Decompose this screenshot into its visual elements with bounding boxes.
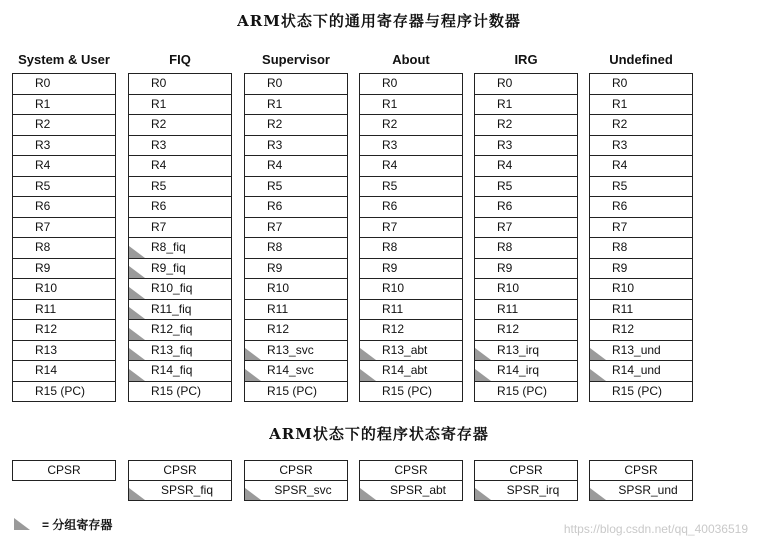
- status-register-label: SPSR_svc: [274, 483, 332, 497]
- register-label: R1: [382, 96, 398, 111]
- register-cell: [475, 382, 577, 402]
- register-label: R5: [612, 178, 628, 193]
- spsr-cell: [475, 480, 577, 500]
- register-table: [244, 73, 348, 402]
- register-label: R13_svc: [267, 342, 314, 357]
- register-cell: [475, 197, 577, 218]
- register-label: R8: [35, 240, 51, 254]
- register-cell: [245, 382, 347, 402]
- register-label: R10: [612, 281, 635, 295]
- register-label: R9: [35, 260, 51, 275]
- register-cell: [590, 95, 692, 116]
- register-table: [359, 73, 463, 402]
- status-registers-title: ARM状态下的程序状态寄存器: [269, 425, 489, 443]
- register-cell: [360, 115, 462, 136]
- register-cell: [13, 177, 115, 198]
- register-label: R3: [151, 137, 167, 152]
- mode-column: [359, 50, 463, 402]
- banked-triangle-icon: [245, 369, 261, 381]
- register-label: R10_fiq: [151, 281, 193, 295]
- register-label: R12: [497, 322, 520, 336]
- register-cell: [590, 300, 692, 321]
- general-registers-title: ARM状态下的通用寄存器与程序计数器: [237, 12, 521, 30]
- register-cell: [245, 74, 347, 95]
- banked-triangle-icon: [129, 266, 145, 278]
- register-table: [128, 73, 232, 402]
- register-label: R13: [35, 342, 58, 357]
- register-label: R1: [267, 96, 283, 111]
- register-label: R2: [151, 117, 167, 131]
- mode-column: [128, 50, 232, 402]
- register-cell: [360, 238, 462, 259]
- register-label: R0: [151, 76, 167, 90]
- register-cell: [13, 197, 115, 218]
- banked-triangle-icon: [129, 246, 145, 258]
- register-label: R4: [612, 158, 628, 172]
- banked-triangle-icon: [245, 488, 261, 500]
- register-cell: [13, 74, 115, 95]
- register-label: R14_und: [612, 363, 661, 377]
- status-register-label: SPSR_und: [618, 483, 678, 497]
- status-register-group: [12, 460, 116, 481]
- register-cell: [13, 259, 115, 280]
- mode-header: System & User: [18, 52, 110, 67]
- register-label: R0: [382, 76, 398, 90]
- register-label: R8_fiq: [151, 240, 186, 254]
- status-register-label: SPSR_irq: [506, 483, 560, 497]
- mode-column: [244, 50, 348, 402]
- register-label: R6: [382, 199, 398, 213]
- mode-header: About: [392, 52, 430, 67]
- status-register-box: [474, 460, 578, 501]
- mode-header: Supervisor: [262, 52, 330, 67]
- register-table: [474, 73, 578, 402]
- register-cell: [590, 320, 692, 341]
- register-label: R1: [35, 96, 51, 111]
- register-cell: [245, 156, 347, 177]
- spsr-cell: [590, 480, 692, 500]
- register-label: R10: [382, 281, 405, 295]
- register-cell: [360, 177, 462, 198]
- register-cell: [129, 156, 231, 177]
- spsr-cell: [245, 480, 347, 500]
- register-cell: [360, 74, 462, 95]
- register-cell: [129, 382, 231, 402]
- banked-triangle-icon: [590, 488, 606, 500]
- register-label: R13_irq: [497, 342, 540, 357]
- register-cell: [360, 300, 462, 321]
- register-label: R14: [35, 363, 58, 377]
- register-cell: [590, 74, 692, 95]
- register-cell: [360, 361, 462, 382]
- watermark: https://blog.csdn.net/qq_40036519: [563, 522, 748, 536]
- register-label: R15 (PC): [151, 383, 202, 398]
- banked-triangle-icon: [360, 488, 376, 500]
- register-cell: [129, 341, 231, 362]
- register-cell: [245, 218, 347, 239]
- banked-triangle-icon: [129, 369, 145, 381]
- status-register-group: [589, 460, 693, 501]
- register-label: R5: [497, 178, 513, 193]
- register-cell: [13, 115, 115, 136]
- register-label: R13_abt: [382, 342, 428, 357]
- register-label: R13_und: [612, 342, 661, 357]
- register-label: R2: [612, 117, 628, 131]
- register-label: R11_fiq: [151, 301, 192, 316]
- register-label: R3: [497, 137, 513, 152]
- register-label: R3: [35, 137, 51, 152]
- register-label: R13_fiq: [151, 342, 193, 357]
- register-cell: [245, 115, 347, 136]
- banked-triangle-icon: [129, 287, 145, 299]
- register-cell: [360, 156, 462, 177]
- register-cell: [13, 341, 115, 362]
- register-label: R8: [612, 240, 628, 254]
- register-cell: [13, 95, 115, 116]
- register-label: R9: [267, 260, 283, 275]
- register-cell: [129, 361, 231, 382]
- register-label: R8: [267, 240, 283, 254]
- register-cell: [360, 136, 462, 157]
- register-cell: [360, 259, 462, 280]
- banked-triangle-icon: [129, 348, 145, 360]
- register-label: R3: [612, 137, 628, 152]
- register-label: R8: [382, 240, 398, 254]
- cpsr-cell: [13, 461, 115, 480]
- register-cell: [245, 238, 347, 259]
- banked-triangle-icon: [590, 348, 606, 360]
- spsr-cell: [129, 480, 231, 500]
- register-cell: [129, 136, 231, 157]
- register-cell: [360, 320, 462, 341]
- register-cell: [245, 361, 347, 382]
- register-cell: [129, 259, 231, 280]
- register-cell: [245, 136, 347, 157]
- banked-triangle-icon: [129, 307, 145, 319]
- register-cell: [590, 115, 692, 136]
- register-cell: [129, 300, 231, 321]
- status-register-box: [589, 460, 693, 501]
- register-cell: [360, 279, 462, 300]
- register-cell: [475, 74, 577, 95]
- register-label: R14_abt: [382, 363, 428, 377]
- register-cell: [129, 197, 231, 218]
- register-label: R7: [497, 219, 513, 234]
- register-label: R2: [497, 117, 513, 131]
- register-label: R8: [497, 240, 513, 254]
- register-cell: [590, 238, 692, 259]
- register-cell: [129, 238, 231, 259]
- register-label: R4: [35, 158, 51, 172]
- register-cell: [475, 341, 577, 362]
- banked-triangle-icon: [475, 348, 491, 360]
- register-label: R15 (PC): [497, 383, 548, 398]
- register-label: R1: [151, 96, 167, 111]
- register-label: R11: [382, 301, 404, 316]
- status-register-label: CPSR: [624, 463, 658, 477]
- register-cell: [13, 156, 115, 177]
- register-label: R1: [497, 96, 513, 111]
- status-register-box: [128, 460, 232, 501]
- register-cell: [590, 218, 692, 239]
- register-cell: [475, 95, 577, 116]
- register-cell: [360, 197, 462, 218]
- register-cell: [245, 177, 347, 198]
- banked-triangle-icon: [590, 369, 606, 381]
- register-label: R7: [35, 219, 51, 234]
- register-label: R11: [497, 301, 519, 316]
- cpsr-cell: [475, 461, 577, 480]
- register-label: R3: [267, 137, 283, 152]
- register-label: R7: [151, 219, 167, 234]
- register-cell: [590, 156, 692, 177]
- register-cell: [245, 341, 347, 362]
- banked-triangle-icon: [360, 369, 376, 381]
- register-label: R0: [267, 76, 283, 90]
- register-cell: [360, 341, 462, 362]
- register-cell: [245, 279, 347, 300]
- status-register-box: [244, 460, 348, 501]
- mode-column: [589, 50, 693, 402]
- register-label: R9: [382, 260, 398, 275]
- register-cell: [590, 279, 692, 300]
- register-cell: [360, 218, 462, 239]
- register-label: R12: [267, 322, 290, 336]
- register-label: R9: [497, 260, 513, 275]
- register-label: R4: [151, 158, 167, 172]
- register-label: R1: [612, 96, 628, 111]
- register-label: R4: [267, 158, 283, 172]
- status-register-group: [474, 460, 578, 501]
- register-label: R6: [612, 199, 628, 213]
- banked-triangle-icon: [245, 348, 261, 360]
- status-register-box: [12, 460, 116, 481]
- status-register-label: SPSR_fiq: [160, 483, 214, 497]
- register-label: R0: [497, 76, 513, 90]
- status-register-group: [244, 460, 348, 501]
- register-label: R5: [35, 178, 51, 193]
- register-cell: [245, 300, 347, 321]
- register-label: R14_svc: [267, 363, 314, 377]
- banked-triangle-icon: [475, 369, 491, 381]
- register-label: R11: [267, 301, 289, 316]
- banked-triangle-icon: [475, 488, 491, 500]
- cpsr-cell: [245, 461, 347, 480]
- register-cell: [129, 95, 231, 116]
- register-cell: [129, 320, 231, 341]
- register-label: R11: [612, 301, 634, 316]
- register-cell: [475, 279, 577, 300]
- register-cell: [13, 136, 115, 157]
- register-cell: [13, 238, 115, 259]
- register-cell: [475, 300, 577, 321]
- register-label: R6: [497, 199, 513, 213]
- register-label: R11: [35, 301, 57, 316]
- register-label: R2: [382, 117, 398, 131]
- register-cell: [475, 177, 577, 198]
- register-cell: [475, 136, 577, 157]
- register-cell: [129, 74, 231, 95]
- register-label: R12: [382, 322, 405, 336]
- register-label: R2: [267, 117, 283, 131]
- register-cell: [129, 177, 231, 198]
- register-label: R12_fiq: [151, 322, 193, 336]
- register-label: R3: [382, 137, 398, 152]
- banked-triangle-icon: [360, 348, 376, 360]
- status-register-label: SPSR_abt: [389, 483, 447, 497]
- mode-column: [12, 50, 116, 402]
- register-label: R5: [151, 178, 167, 193]
- mode-header: Undefined: [609, 52, 673, 67]
- register-label: R0: [612, 76, 628, 90]
- mode-column: [474, 50, 578, 402]
- register-label: R5: [267, 178, 283, 193]
- register-label: R10: [497, 281, 520, 295]
- status-register-label: CPSR: [47, 463, 81, 477]
- mode-header: IRG: [514, 52, 538, 67]
- register-cell: [475, 115, 577, 136]
- register-label: R9_fiq: [151, 260, 186, 275]
- register-cell: [475, 361, 577, 382]
- register-cell: [475, 156, 577, 177]
- register-label: R9: [612, 260, 628, 275]
- mode-header: FIQ: [169, 52, 191, 67]
- register-label: R6: [267, 199, 283, 213]
- register-cell: [360, 382, 462, 402]
- register-label: R7: [267, 219, 283, 234]
- register-cell: [13, 279, 115, 300]
- register-cell: [129, 115, 231, 136]
- register-cell: [590, 382, 692, 402]
- register-cell: [13, 361, 115, 382]
- register-label: R5: [382, 178, 398, 193]
- banked-triangle-icon: [129, 488, 145, 500]
- status-register-label: CPSR: [163, 463, 197, 477]
- register-cell: [590, 136, 692, 157]
- register-label: R10: [35, 281, 58, 295]
- register-label: R6: [151, 199, 167, 213]
- register-label: R12: [612, 322, 635, 336]
- register-label: R10: [267, 281, 290, 295]
- register-label: R0: [35, 76, 51, 90]
- register-cell: [475, 218, 577, 239]
- register-label: R15 (PC): [267, 383, 318, 398]
- status-register-label: CPSR: [509, 463, 543, 477]
- register-table: [589, 73, 693, 402]
- register-cell: [245, 197, 347, 218]
- register-label: R7: [612, 219, 628, 234]
- legend-text: = 分组寄存器: [42, 518, 113, 532]
- register-cell: [129, 218, 231, 239]
- register-cell: [590, 361, 692, 382]
- status-register-label: CPSR: [279, 463, 313, 477]
- register-cell: [360, 95, 462, 116]
- register-label: R15 (PC): [35, 383, 86, 398]
- register-cell: [13, 300, 115, 321]
- register-label: R15 (PC): [382, 383, 433, 398]
- register-cell: [245, 259, 347, 280]
- register-label: R7: [382, 219, 398, 234]
- register-cell: [590, 197, 692, 218]
- cpsr-cell: [129, 461, 231, 480]
- register-label: R2: [35, 117, 51, 131]
- register-label: R6: [35, 199, 51, 213]
- status-register-group: [359, 460, 463, 501]
- gray-triangle-icon: [14, 518, 30, 530]
- register-cell: [13, 382, 115, 402]
- status-register-label: CPSR: [394, 463, 428, 477]
- register-label: R4: [382, 158, 398, 172]
- register-cell: [475, 238, 577, 259]
- banked-triangle-icon: [129, 328, 145, 340]
- register-cell: [590, 259, 692, 280]
- register-cell: [245, 320, 347, 341]
- cpsr-cell: [590, 461, 692, 480]
- status-register-box: [359, 460, 463, 501]
- cpsr-cell: [360, 461, 462, 480]
- register-cell: [129, 279, 231, 300]
- register-cell: [590, 177, 692, 198]
- register-cell: [475, 320, 577, 341]
- register-label: R15 (PC): [612, 383, 663, 398]
- register-cell: [590, 341, 692, 362]
- register-label: R4: [497, 158, 513, 172]
- spsr-cell: [360, 480, 462, 500]
- register-cell: [475, 259, 577, 280]
- register-cell: [13, 320, 115, 341]
- register-cell: [13, 218, 115, 239]
- register-label: R12: [35, 322, 58, 336]
- register-label: R14_irq: [497, 363, 540, 377]
- status-register-group: [128, 460, 232, 501]
- register-cell: [245, 95, 347, 116]
- register-label: R14_fiq: [151, 363, 193, 377]
- register-table: [12, 73, 116, 402]
